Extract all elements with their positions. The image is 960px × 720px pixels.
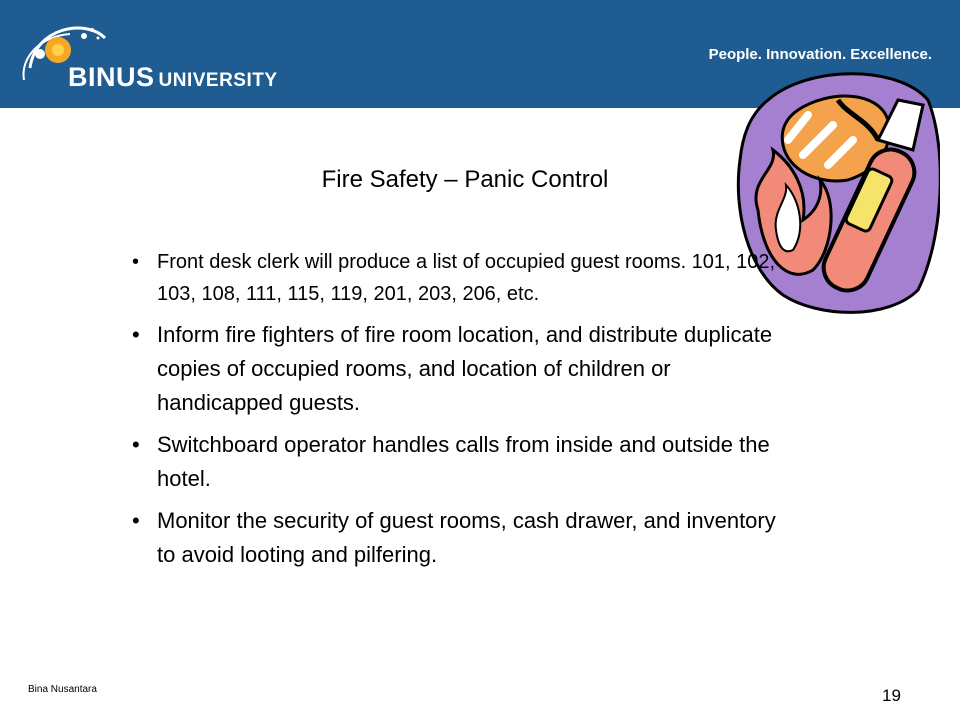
bullet-item: • Switchboard operator handles calls from inside and outside the hotel. — [132, 428, 792, 496]
bullet-item: • Front desk clerk will produce a list of occupied guest rooms. 101, 102, 103, 108, 111, 115, 119, 201, 203, 206, etc. — [132, 246, 792, 310]
brand-name: BINUS — [68, 62, 155, 92]
brand-subtitle: UNIVERSITY — [158, 70, 278, 91]
footer-organization: Bina Nusantara — [28, 684, 97, 695]
page-number: 19 — [882, 686, 901, 705]
bullet-list — [132, 246, 792, 580]
tagline: People. Innovation. Excellence. — [708, 46, 932, 63]
bullet-item: • Inform fire fighters of fire room location, and distribute duplicate copies of occupied rooms, and location of children or handicapped guests. — [132, 318, 792, 420]
slide-title: Fire Safety – Panic Control — [321, 166, 609, 193]
brand-wordmark — [68, 62, 278, 93]
bullet-item: • Monitor the security of guest rooms, cash drawer, and inventory to avoid looting and pilfering. — [132, 504, 792, 572]
